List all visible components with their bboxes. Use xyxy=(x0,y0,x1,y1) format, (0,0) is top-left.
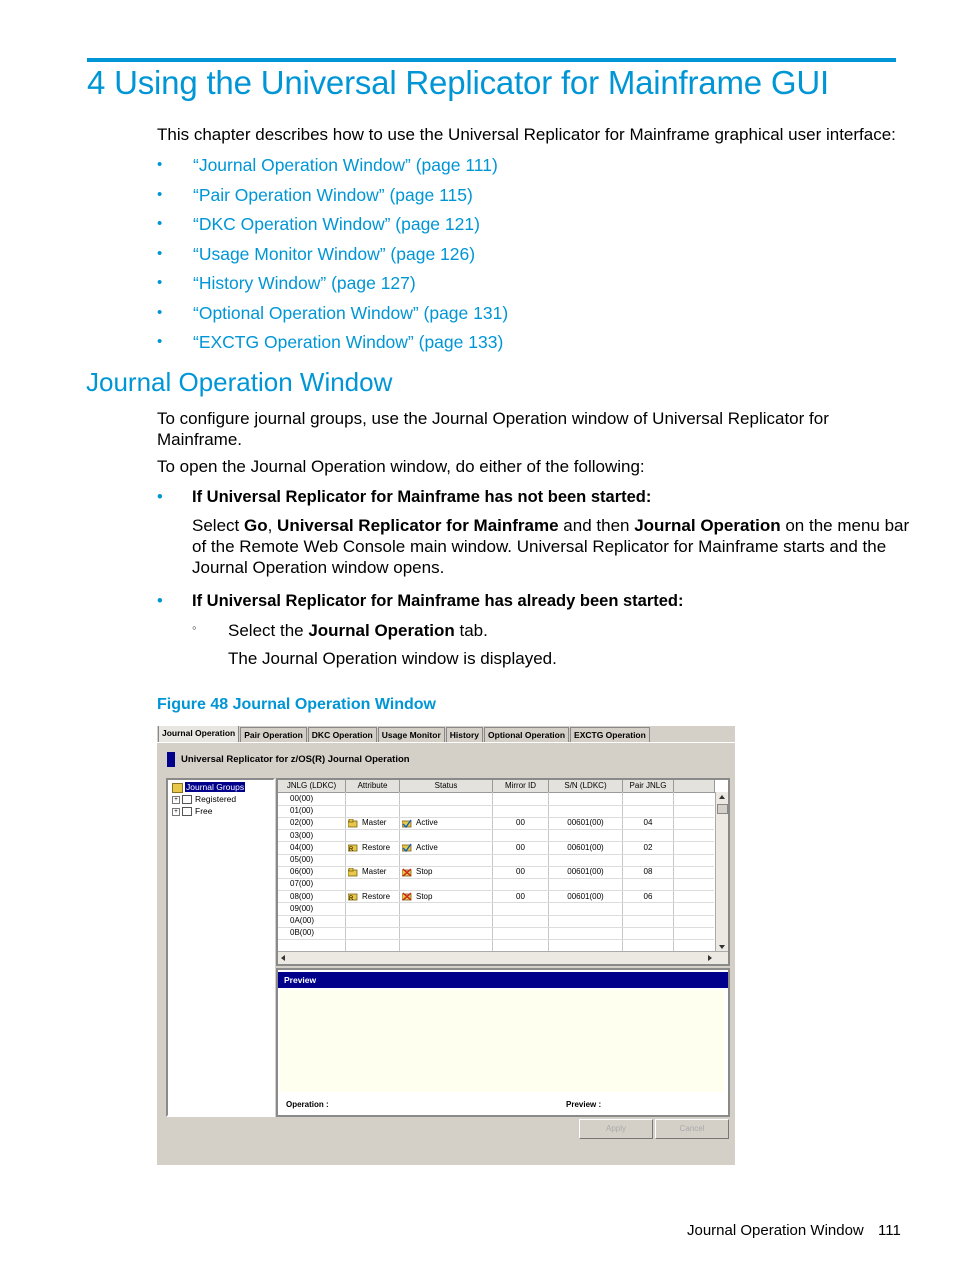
cell-jnlg: 09(00) xyxy=(290,903,314,913)
expand-icon[interactable]: + xyxy=(172,796,180,804)
cell-sn xyxy=(549,830,622,842)
cell-jnlg: 08(00) xyxy=(290,891,314,901)
case2-result: The Journal Operation window is displayed. xyxy=(228,649,557,668)
tab-bar xyxy=(158,727,651,743)
cell-pair-jnlg xyxy=(623,878,673,890)
cell-pair-jnlg xyxy=(623,793,673,805)
cell-mirror-id xyxy=(493,915,548,927)
cell-pair-jnlg xyxy=(623,903,673,915)
tab-history[interactable]: History xyxy=(446,727,483,742)
footer-page-number: 111 xyxy=(878,1222,901,1239)
cell-attribute xyxy=(348,805,400,817)
cell-sn: 00601(00) xyxy=(567,818,604,828)
col-status[interactable]: Status xyxy=(400,780,493,793)
cell-pair-jnlg xyxy=(623,830,673,842)
col-pair-jnlg[interactable]: Pair JNLG xyxy=(623,780,674,793)
horizontal-scrollbar[interactable] xyxy=(278,951,728,964)
cell-jnlg: 0B(00) xyxy=(290,928,315,938)
link-pair-operation[interactable]: • “Pair Operation Window” (page 115) xyxy=(157,184,473,205)
cell-jnlg: 0A(00) xyxy=(290,916,315,925)
tab-optional-operation[interactable]: Optional Operation xyxy=(484,727,569,742)
cancel-button[interactable]: Cancel xyxy=(655,1119,729,1139)
cell-attribute xyxy=(348,927,400,939)
restore-journal-icon xyxy=(348,843,358,852)
cell-sn xyxy=(549,805,622,817)
master-journal-icon xyxy=(348,868,358,877)
tab-journal-operation[interactable]: Journal Operation xyxy=(158,726,239,742)
folder-icon xyxy=(182,807,192,816)
stop-status-icon xyxy=(402,868,412,877)
scroll-left-icon[interactable] xyxy=(281,955,285,961)
chapter-title: 4 Using the Universal Replicator for Mainframe GUI xyxy=(87,64,829,101)
cell-jnlg: 07(00) xyxy=(290,879,314,889)
cell-status xyxy=(402,830,492,842)
preview-panel xyxy=(276,968,730,1117)
title-marker-icon xyxy=(167,752,175,767)
case2-sub-bullet: ◦ xyxy=(192,620,197,635)
cell-status: Stop xyxy=(402,866,492,878)
active-status-icon xyxy=(402,843,412,852)
table-row[interactable] xyxy=(278,830,714,842)
stop-status-icon xyxy=(402,892,412,901)
col-attribute[interactable]: Attribute xyxy=(346,780,400,793)
preview-header: Preview xyxy=(278,972,728,988)
table-row[interactable] xyxy=(278,805,714,817)
cell-mirror-id xyxy=(493,903,548,915)
link-optional-operation[interactable]: • “Optional Operation Window” (page 131) xyxy=(157,302,509,323)
cell-attribute xyxy=(348,903,400,915)
tree-registered[interactable]: + Registered xyxy=(172,794,236,804)
cell-attribute xyxy=(348,830,400,842)
cell-pair-jnlg: 04 xyxy=(643,818,653,828)
link-dkc-operation[interactable]: • “DKC Operation Window” (page 121) xyxy=(157,214,480,234)
cell-pair-jnlg xyxy=(623,805,673,817)
scroll-down-icon[interactable] xyxy=(719,945,725,949)
section-para1-line2: Mainframe. xyxy=(157,430,243,449)
apply-button[interactable]: Apply xyxy=(579,1119,653,1139)
chapter-intro: This chapter describes how to use the Universal Replicator for Mainframe graphical user interface: xyxy=(157,125,896,144)
cell-attribute xyxy=(348,915,400,927)
table-row[interactable] xyxy=(278,927,714,939)
col-jnlg[interactable]: JNLG (LDKC) xyxy=(278,780,346,793)
cell-pair-jnlg: 06 xyxy=(643,891,653,901)
col-mirror-id[interactable]: Mirror ID xyxy=(493,780,549,793)
cell-sn xyxy=(549,878,622,890)
cell-attribute xyxy=(348,878,400,890)
cell-jnlg: 00(00) xyxy=(290,794,314,803)
cell-jnlg: 06(00) xyxy=(290,867,314,877)
cell-attribute: Master xyxy=(348,866,400,878)
folder-icon xyxy=(182,795,192,804)
cell-mirror-id: 00 xyxy=(516,842,525,852)
cell-attribute xyxy=(348,854,400,866)
chapter-link-list xyxy=(157,154,508,361)
table-row[interactable] xyxy=(278,793,714,805)
table-row[interactable] xyxy=(278,903,714,915)
table-row[interactable] xyxy=(278,866,714,878)
tab-pair-operation[interactable]: Pair Operation xyxy=(240,727,307,742)
active-status-icon xyxy=(402,819,412,828)
section-title: Journal Operation Window xyxy=(86,367,393,397)
table-row[interactable] xyxy=(278,817,714,829)
cell-mirror-id xyxy=(493,830,548,842)
cell-mirror-id xyxy=(493,878,548,890)
cell-status: Active xyxy=(402,817,492,829)
cell-status: Active xyxy=(402,842,492,854)
cell-jnlg: 02(00) xyxy=(290,818,314,828)
table-row[interactable] xyxy=(278,915,714,927)
tab-divider xyxy=(157,742,735,743)
cell-jnlg: 05(00) xyxy=(290,855,314,864)
operation-label: Operation : xyxy=(286,1100,329,1109)
cell-sn: 00601(00) xyxy=(567,891,604,901)
cell-sn xyxy=(549,854,622,866)
cell-jnlg: 04(00) xyxy=(290,842,314,852)
cell-mirror-id: 00 xyxy=(516,891,525,901)
case2-step: Select the Journal Operation tab. xyxy=(228,621,488,640)
tree-free[interactable]: + Free xyxy=(172,806,212,816)
figure-caption: Figure 48 Journal Operation Window xyxy=(157,696,436,713)
cell-pair-jnlg: 02 xyxy=(643,842,653,852)
footer-section: Journal Operation Window xyxy=(687,1222,864,1239)
cell-pair-jnlg xyxy=(623,927,673,939)
journal-group-table xyxy=(276,778,730,966)
cell-attribute: Master xyxy=(348,817,400,829)
restore-journal-icon xyxy=(348,892,358,901)
scroll-thumb[interactable] xyxy=(717,804,728,814)
case1-body-line2: of the Remote Web Console main window. Universal Replicator for Mainframe starts and the xyxy=(192,537,887,556)
cell-mirror-id: 00 xyxy=(516,867,525,877)
cell-attribute xyxy=(348,793,400,805)
tab-usage-monitor[interactable]: Usage Monitor xyxy=(378,727,445,742)
vertical-scrollbar[interactable] xyxy=(715,792,728,952)
cell-pair-jnlg xyxy=(623,854,673,866)
cell-sn xyxy=(549,793,622,805)
journal-tree xyxy=(166,778,275,1117)
section-para1-line1: To configure journal groups, use the Journal Operation window of Universal Replicator for xyxy=(157,409,829,428)
table-row[interactable] xyxy=(278,854,714,866)
cell-pair-jnlg xyxy=(623,915,673,927)
cell-mirror-id xyxy=(493,793,548,805)
chapter-rule xyxy=(87,58,896,62)
cell-mirror-id xyxy=(493,854,548,866)
tab-dkc-operation[interactable]: DKC Operation xyxy=(308,727,377,742)
cell-status: Stop xyxy=(402,891,492,903)
window-title: Universal Replicator for z/OS(R) Journal Operation xyxy=(167,752,410,767)
section-para2: To open the Journal Operation window, do either of the following: xyxy=(157,457,645,476)
case1-body-line3: Journal Operation window opens. xyxy=(192,558,445,577)
cell-pair-jnlg: 08 xyxy=(643,867,653,877)
cell-jnlg: 01(00) xyxy=(290,806,314,816)
journal-operation-screenshot xyxy=(157,726,735,1165)
cell-status xyxy=(402,793,492,805)
cell-attribute: R Restore xyxy=(349,842,391,853)
preview-list[interactable] xyxy=(280,990,724,1092)
expand-icon[interactable]: + xyxy=(172,808,180,816)
cell-status xyxy=(402,903,492,915)
link-usage-monitor[interactable]: • “Usage Monitor Window” (page 126) xyxy=(157,243,476,264)
cell-mirror-id xyxy=(493,805,548,817)
cell-mirror-id xyxy=(493,927,548,939)
tab-exctg-operation[interactable]: EXCTG Operation xyxy=(570,727,650,742)
link-history[interactable]: • “History Window” (page 127) xyxy=(157,273,416,293)
cell-status xyxy=(402,854,492,866)
col-filler xyxy=(674,780,715,793)
cell-status xyxy=(402,878,492,890)
preview-count-label: Preview : xyxy=(566,1100,602,1109)
tree-root[interactable]: Journal Groups xyxy=(172,782,245,793)
cell-sn: 00601(00) xyxy=(567,867,604,877)
cell-status xyxy=(402,915,492,927)
svg-text:R: R xyxy=(349,895,354,901)
case1-body-line1: Select Go, Universal Replicator for Mainframe and then Journal Operation on the menu bar xyxy=(192,516,910,535)
cell-sn xyxy=(549,915,622,927)
link-exctg-operation[interactable]: • “EXCTG Operation Window” (page 133) xyxy=(157,332,504,352)
cell-sn xyxy=(549,927,622,939)
cell-attribute: R Restore xyxy=(349,891,391,901)
cell-jnlg: 03(00) xyxy=(290,830,314,840)
col-sn[interactable]: S/N (LDKC) xyxy=(549,780,623,793)
cell-status xyxy=(402,927,492,939)
scroll-up-icon[interactable] xyxy=(719,795,725,799)
cell-mirror-id: 00 xyxy=(516,818,525,828)
cell-sn: 00601(00) xyxy=(567,842,604,852)
cell-status xyxy=(402,805,492,817)
folder-icon xyxy=(172,783,183,793)
table-row[interactable] xyxy=(278,878,714,890)
table-row[interactable] xyxy=(278,891,714,903)
svg-text:R: R xyxy=(349,847,354,853)
table-row[interactable] xyxy=(278,842,714,854)
link-journal-operation[interactable]: • “Journal Operation Window” (page 111) xyxy=(157,155,498,175)
scroll-right-icon[interactable] xyxy=(708,955,712,961)
cell-sn xyxy=(549,903,622,915)
master-journal-icon xyxy=(348,819,358,828)
